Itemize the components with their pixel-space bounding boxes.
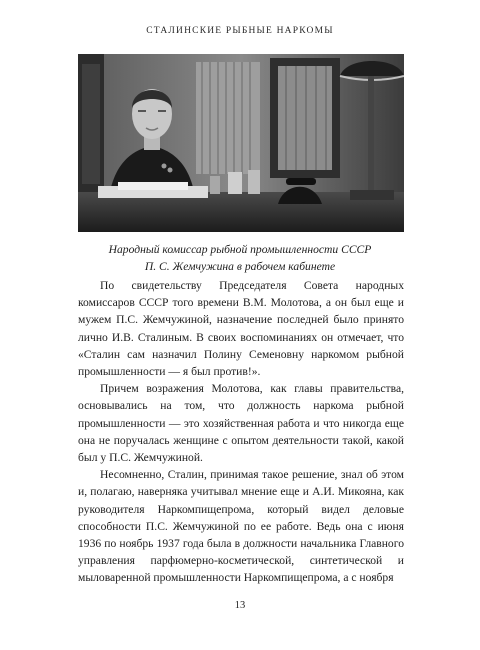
page-number: 13: [234, 600, 246, 611]
paragraph-1: По свидетельству Председателя Совета народных комиссаров СССР того времени В.М. Молотова, а он был еще и мужем П.С. Жемчужиной, назначение последней было принято лично И.В. Сталиным. В своих воспоминаниях он отмечает, что «Сталин сам назначил Полину Семеновну наркомом рыбной промышленности — я был против!».: [78, 279, 404, 379]
caption-line-1: Народный комиссар рыбной промышленности СССР: [108, 243, 372, 256]
photo-caption: [70, 241, 410, 275]
paragraph-3: Несомненно, Сталин, принимая такое решение, знал об этом и, полагаю, наверняка учитывал мнение еще и А.И. Микояна, как руководителя Наркомпищепрома, который видел деловые способности П.С. Жемчужиной по ее работе. Ведь она с июня 1936 по ноябрь 1937 года была в должности начальника Главного управления парфюмерно-косметической, синтетической и мыловаренной промышленности Наркомпищепрома, а с ноября: [78, 468, 404, 585]
paragraph-2: Причем возражения Молотова, как главы правительства, основывались на том, что должность наркома рыбной промышленности — это хозяйственная работа и что никогда еще она не поручалась женщине с опытом деятельности такой, какой был у П.С. Жемчужиной.: [78, 382, 404, 465]
running-header: СТАЛИНСКИЕ РЫБНЫЕ НАРКОМЫ: [146, 26, 334, 36]
photo-portrait-in-office: [78, 54, 404, 232]
caption-line-2: П. С. Жемчужина в рабочем кабинете: [144, 260, 336, 273]
body-text: [78, 277, 404, 587]
